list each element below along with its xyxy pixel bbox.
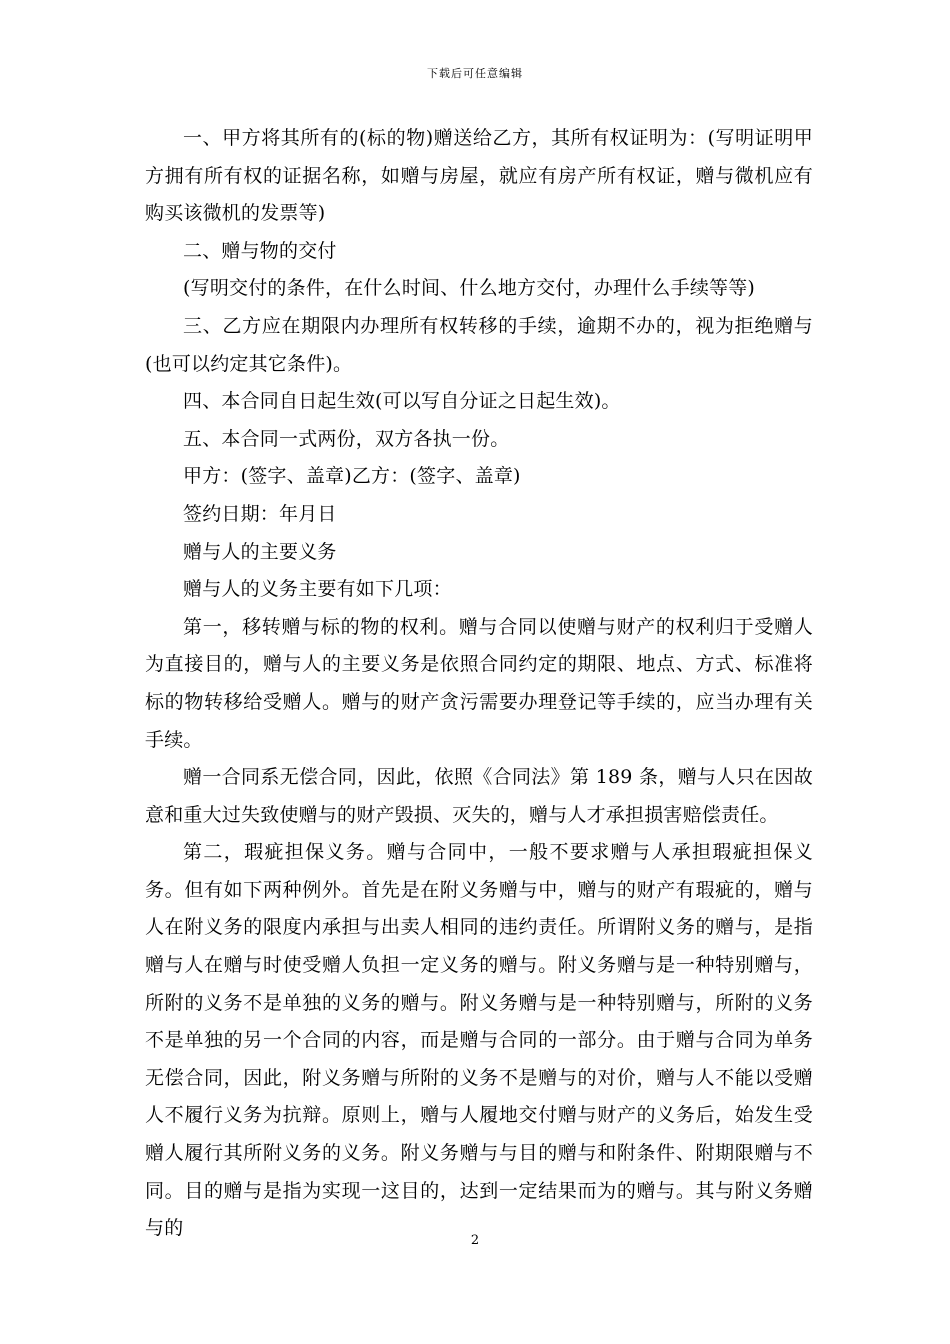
signing-date: 签约日期：年月日 — [183, 502, 337, 525]
page-number: 2 — [470, 1233, 480, 1248]
liability-note: 赠一合同系无偿合同，因此，依照《合同法》第 189 条，赠与人只在因故意和重大过失致使赠与的财产毁损、灭失的，赠与人才承担损害赔偿责任。 — [145, 766, 813, 826]
document-body — [145, 120, 813, 1248]
section-heading: 赠与人的主要义务 — [183, 540, 337, 563]
duty-second: 第二，瑕疵担保义务。赠与合同中，一般不要求赠与人承担瑕疵担保义务。但有如下两种例外。首先是在附义务赠与中，赠与的财产有瑕疵的，赠与人在附义务的限度内承担与出卖人相同的违约责任。所谓附义务的赠与，是指赠与人在赠与时使受赠人负担一定义务的赠与。附义务赠与是一种特别赠与，所附的义务不是单独的义务的赠与。附义务赠与是一种特别赠与，所附的义务不是单独的另一个合同的内容，而是赠与合同的一部分。由于赠与合同为单务无偿合同，因此，附义务赠与所附的义务不是赠与的对价，赠与人不能以受赠人不履行义务为抗辩。原则上，赠与人履地交付赠与财产的义务后，始发生受赠人履行其所附义务的义务。附义务赠与与目的赠与和附条件、附期限赠与不同。目的赠与是指为实现一这目的，达到一定结果而为的赠与。其与附义务赠与的 — [145, 841, 813, 1240]
signature-line: 甲方：(签字、盖章)乙方：(签字、盖章) — [183, 465, 521, 488]
section-intro: 赠与人的义务主要有如下几项： — [183, 578, 452, 601]
clause-two-note: (写明交付的条件，在什么时间、什么地方交付，办理什么手续等等) — [183, 277, 756, 300]
clause-five: 五、本合同一式两份，双方各执一份。 — [183, 427, 510, 450]
clause-two-heading: 二、赠与物的交付 — [183, 239, 337, 262]
duty-first: 第一，移转赠与标的物的权利。赠与合同以使赠与财产的权利归于受赠人为直接目的，赠与人的主要义务是依照合同约定的期限、地点、方式、标准将标的物转移给受赠人。赠与的财产贪污需要办理登记等手续的，应当办理有关手续。 — [145, 615, 813, 751]
page-header: 下载后可任意编辑 — [427, 67, 523, 80]
clause-four: 四、本合同自日起生效(可以写自分证之日起生效)。 — [183, 390, 621, 413]
clause-three: 三、乙方应在期限内办理所有权转移的手续，逾期不办的，视为拒绝赠与(也可以约定其它条件)。 — [145, 314, 813, 375]
clause-one: 一、甲方将其所有的(标的物)赠送给乙方，其所有权证明为：(写明证明甲方拥有所有权的证据名称，如赠与房屋，就应有房产所有权证，赠与微机应有购买该微机的发票等) — [145, 127, 813, 225]
